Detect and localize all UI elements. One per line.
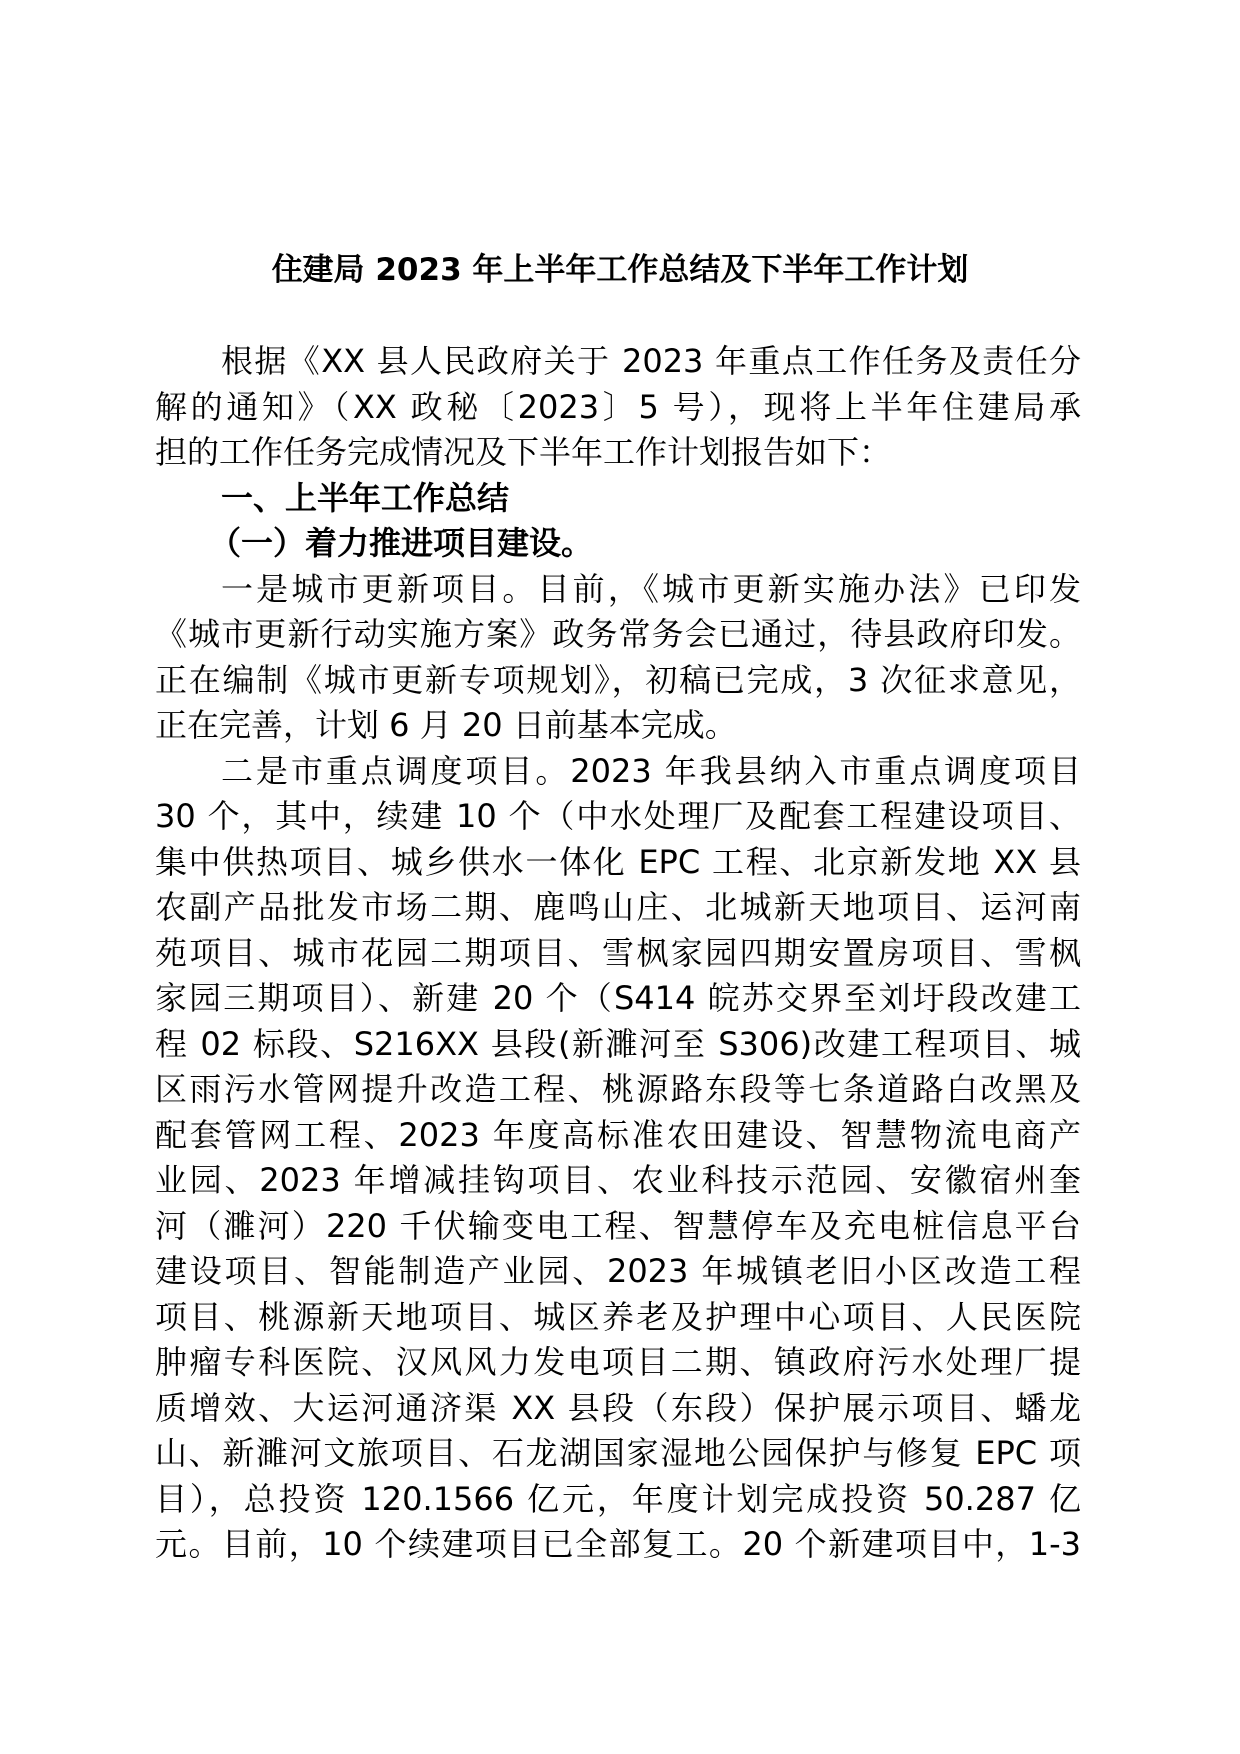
document-title: 住建局 2023 年上半年工作总结及下半年工作计划 <box>271 252 969 288</box>
text-line: 正在完善，计划 6 月 20 日前基本完成。 <box>155 706 737 744</box>
section-heading: （一）着力推进项目建设。 <box>209 524 594 562</box>
text-line: 程 02 标段、S216XX 县段(新濉河至 S306)改建工程项目、城 <box>155 1024 1081 1063</box>
section-heading: 一、上半年工作总结 <box>221 478 510 517</box>
text-line: 二是市重点调度项目。2023 年我县纳入市重点调度项目 <box>221 751 1081 790</box>
text-line: 担的工作任务完成情况及下半年工作计划报告如下： <box>155 433 892 471</box>
text-line: 解的通知》（XX 政秘〔2023〕5 号），现将上半年住建局承 <box>155 387 1081 426</box>
text-line: 30 个，其中，续建 10 个（中水处理厂及配套工程建设项目、 <box>155 797 1081 835</box>
text-line: 根据《XX 县人民政府关于 2023 年重点工作任务及责任分 <box>221 342 1081 380</box>
text-line: 质增效、大运河通济渠 XX 县段（东段）保护展示项目、蟠龙 <box>155 1388 1081 1427</box>
text-line: 建设项目、智能制造产业园、2023 年城镇老旧小区改造工程 <box>155 1252 1081 1290</box>
text-line: 一是城市更新项目。目前，《城市更新实施办法》已印发 <box>221 569 1081 608</box>
text-line: 正在编制《城市更新专项规划》，初稿已完成，3 次征求意见， <box>155 660 1081 699</box>
text-line: 目），总投资 120.1566 亿元，年度计划完成投资 50.287 亿 <box>155 1479 1081 1518</box>
text-line: 苑项目、城市花园二期项目、雪枫家园四期安置房项目、雪枫 <box>155 933 1081 972</box>
text-line: 业园、2023 年增减挂钩项目、农业科技示范园、安徽宿州奎 <box>155 1161 1081 1199</box>
text-line: 集中供热项目、城乡供水一体化 EPC 工程、北京新发地 XX 县 <box>155 842 1081 881</box>
text-line: 山、新濉河文旅项目、石龙湖国家湿地公园保护与修复 EPC 项 <box>155 1434 1081 1472</box>
text-line: 项目、桃源新天地项目、城区养老及护理中心项目、人民医院 <box>155 1297 1081 1336</box>
text-line: 农副产品批发市场二期、鹿鸣山庄、北城新天地项目、运河南 <box>155 888 1081 926</box>
text-line: 《城市更新行动实施方案》政务常务会已通过，待县政府印发。 <box>155 615 1081 653</box>
text-line: 肿瘤专科医院、汉风风力发电项目二期、镇政府污水处理厂提 <box>155 1343 1081 1381</box>
text-line: 配套管网工程、2023 年度高标准农田建设、智慧物流电商产 <box>155 1115 1081 1154</box>
text-line: 区雨污水管网提升改造工程、桃源路东段等七条道路白改黑及 <box>155 1070 1081 1108</box>
text-line: 家园三期项目）、新建 20 个（S414 皖苏交界至刘圩段改建工 <box>155 979 1081 1017</box>
text-line: 元。目前，10 个续建项目已全部复工。20 个新建项目中，1-3 <box>155 1525 1081 1563</box>
document-body <box>155 339 1081 1568</box>
text-line: 河（濉河）220 千伏输变电工程、智慧停车及充电桩信息平台 <box>155 1206 1081 1245</box>
